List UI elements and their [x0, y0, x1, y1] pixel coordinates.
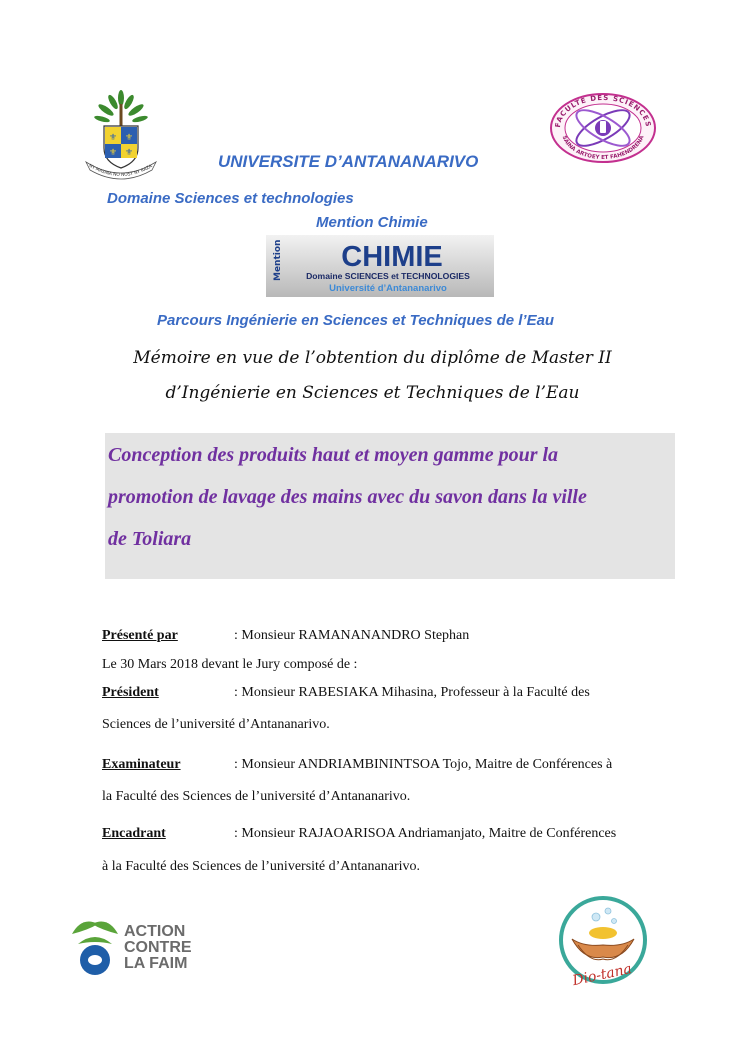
svg-text:TANY MASINA NO NOSY NY RAZANA: NY MASINA NO NOSY NY RAZA	[87, 163, 154, 179]
svg-text:LA FAIM: LA FAIM	[124, 955, 188, 972]
svg-text:⚜: ⚜	[108, 148, 118, 158]
thesis-title-box	[105, 433, 675, 579]
president-row	[102, 685, 590, 701]
svg-text:⚜: ⚜	[108, 133, 118, 143]
presented-by-row	[102, 628, 470, 644]
faculty-seal-icon	[548, 92, 658, 164]
svg-text:CHIMIE: CHIMIE	[341, 241, 443, 273]
memoire-line-1: Mémoire en vue de l’obtention du diplôme de Master II	[133, 348, 612, 368]
dio-tana-logo	[544, 895, 662, 990]
examiner-label: Examinateur	[102, 757, 181, 772]
examiner-continuation: la Faculté des Sciences de l’université d’Antananarivo.	[102, 789, 411, 804]
svg-text:⚜: ⚜	[124, 133, 134, 143]
presented-by-value: : Monsieur RAMANANANDRO Stephan	[234, 628, 470, 643]
svg-text:⚜: ⚜	[124, 148, 134, 158]
supervisor-continuation: à la Faculté des Sciences de l’université d’Antananarivo.	[102, 859, 420, 874]
svg-text:Domaine SCIENCES et TECHNOLOGI: Domaine SCIENCES et TECHNOLOGIES	[306, 271, 470, 281]
supervisor-row	[102, 826, 617, 842]
domain-name: Domaine Sciences et technologies	[107, 190, 354, 207]
president-label: Président	[102, 685, 159, 700]
svg-text:SAINA ARTOEY ET FAHENDRENA: SAINA ARTOEY ET FAHENDRENA	[560, 135, 646, 162]
svg-text:FACULTE DES SCIENCES: FACULTE DES SCIENCES	[553, 93, 653, 129]
memoire-line-2: d’Ingénierie en Sciences et Techniques de l’Eau	[165, 383, 580, 403]
supervisor-value: : Monsieur RAJAOARISOA Andriamanjato, Maitre de Conférences	[234, 826, 617, 841]
president-value: : Monsieur RABESIAKA Mihasina, Professeur à la Faculté des	[234, 685, 590, 700]
action-contre-la-faim-logo	[68, 912, 220, 978]
parcours-name: Parcours Ingénierie en Sciences et Techniques de l’Eau	[157, 312, 555, 329]
examiner-value: : Monsieur ANDRIAMBININTSOA Tojo, Maitre de Conférences à	[234, 757, 613, 772]
svg-text:CONTRE: CONTRE	[124, 939, 192, 956]
thesis-title-line-1: Conception des produits haut et moyen gamme pour la	[108, 444, 559, 466]
thesis-title-line-3: de Toliara	[108, 528, 192, 550]
svg-text:ACTION: ACTION	[124, 923, 186, 940]
svg-text:Mention: Mention	[273, 239, 283, 281]
university-name: UNIVERSITE D’ANTANANARIVO	[218, 152, 479, 171]
president-continuation: Sciences de l’université d’Antananarivo.	[102, 717, 330, 732]
university-crest-icon	[80, 88, 162, 180]
svg-text:Dio-tana: Dio-tana	[571, 961, 634, 990]
thesis-title-line-2: promotion de lavage des mains avec du savon dans la ville	[108, 486, 587, 508]
examiner-row	[102, 757, 613, 773]
chimie-mention-logo	[266, 235, 494, 297]
date-line: Le 30 Mars 2018 devant le Jury composé de :	[102, 657, 358, 672]
supervisor-label: Encadrant	[102, 826, 166, 841]
svg-text:Université d’Antananarivo: Université d’Antananarivo	[329, 283, 447, 294]
presented-by-label: Présenté par	[102, 628, 178, 643]
mention-name: Mention Chimie	[316, 214, 428, 231]
